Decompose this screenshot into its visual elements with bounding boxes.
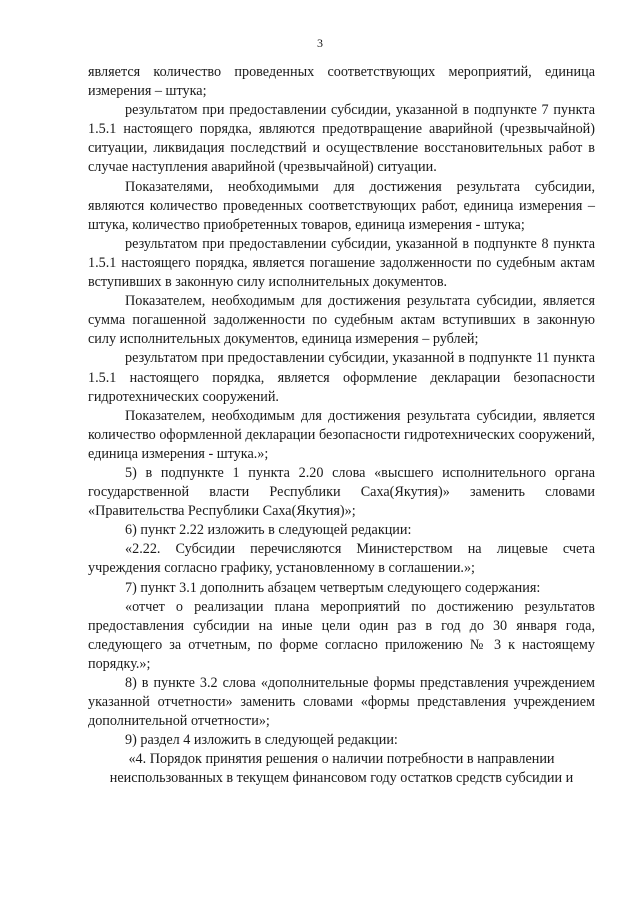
paragraph: 9) раздел 4 изложить в следующей редакции: [125,732,398,749]
paragraph: 8) в пункте 3.2 слова «дополнительные формы представления учреждением указанной отчетности» заменить словами «формы представления учреждением дополнительной отчетности»; [88,675,595,730]
paragraph: 7) пункт 3.1 дополнить абзацем четвертым следующего содержания: [125,579,541,596]
page-number: 3 [317,36,323,50]
paragraph-continuation: является количество проведенных соответствующих мероприятий, единица измерения – штука; [88,64,595,100]
paragraph: «2.22. Субсидии перечисляются Министерством на лицевые счета учреждения согласно графику, установленному в соглашении.»; [88,541,595,577]
paragraph: Показателем, необходимым для достижения результата субсидии, является сумма погашенной задолженности по судебным актам вступивших в законную силу исполнительных документов, единица измерения – рублей; [88,293,595,348]
paragraph: Показателями, необходимыми для достижения результата субсидии, являются количество проведенных соответствующих работ, единица измерения – штука, количество приобретенных товаров, единица измерения - штука; [88,178,595,233]
paragraph: 6) пункт 2.22 изложить в следующей редакции: [125,522,412,539]
document-body [88,63,595,789]
section-heading: «4. Порядок принятия решения о наличии потребности в направлении неиспользованных в текущем финансовом году остатков средств субсидии и [109,751,574,787]
paragraph: Показателем, необходимым для достижения результата субсидии, является количество оформленной декларации безопасности гидротехнических сооружений, единица измерения - штука.»; [88,407,595,462]
paragraph: результатом при предоставлении субсидии, указанной в подпункте 7 пункта 1.5.1 настоящего порядка, являются предотвращение аварийной (чрезвычайной) ситуации, ликвидация последствий и осуществление восстановительных работ в случае наступления аварийной (чрезвычайной) ситуации. [88,102,595,176]
paragraph: результатом при предоставлении субсидии, указанной в подпункте 8 пункта 1.5.1 настоящего порядка, является погашение задолженности по судебным актам вступивших в законную силу исполнительных документов. [88,235,595,291]
paragraph: результатом при предоставлении субсидии, указанной в подпункте 11 пункта 1.5.1 настоящего порядка, является оформление декларации безопасности гидротехнических сооружений. [88,350,595,405]
paragraph: «отчет о реализации плана мероприятий по достижению результатов предоставления субсидии на иные цели один раз в год до 30 января года, следующего за отчетным, по форме согласно приложению № 3 к настоящему порядку.»; [88,598,595,672]
paragraph: 5) в подпункте 1 пункта 2.20 слова «высшего исполнительного органа государственной власти Республики Саха(Якутия)» заменить словами «Правительства Республики Саха(Якутия)»; [88,464,595,520]
